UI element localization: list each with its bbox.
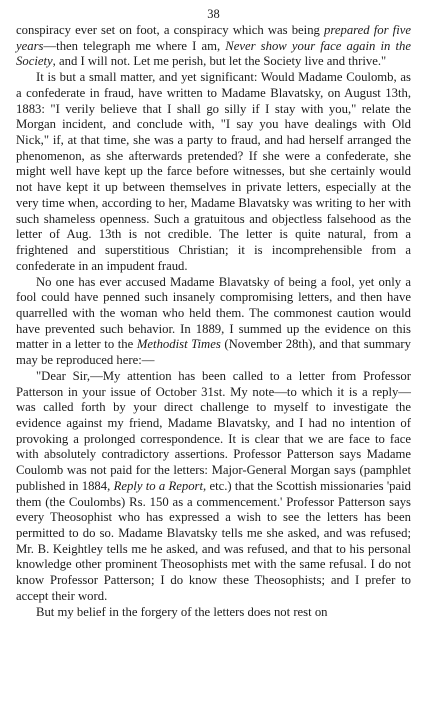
text-run: No one has ever accused Madame Blavatsky of being a fool, yet only a fool could have penned such insanely compromising letters, and then have quarrelled with the woman who held them. The commonest caution would have prevented such behavior. In 1889, I summed up the evidence on this matter in a letter to the [16,274,411,352]
text-run: , and I will not. Let me perish, but let the Society live and thrive." [52,54,387,69]
text-run: It is but a small matter, and yet significant: Would Madame Coulomb, as a confederate in fraud, have written to Madame Blavatsky, on August 13th, 1883: "I verily believe that I shall go silly if I stay with you," relate the Morgan incident, and conclude with, "I say you have dealings with Old Nick," if, at that time, she was a party to fraud, and had herself arranged the phenomenon, as she afterwards pretended? If she were a confederate, she might well have kept up the farce before witnesses, but she certainly would not have kept it up between themselves in private letters, especially at the very time when, according to her, Madame Blavatsky was writing to her with such shameless openness. Such a gratuitous and objectless falsehood as the letter of Aug. 13th is not credible. The letter is quite natural, from a frightened and superstitious Christian; it is incomprehensible from a confederate in an impudent fraud. [16,70,411,273]
text-run: (November 28th), and that summary may be reproduced here:— [16,337,412,368]
italic-text: Never show your face again in the Society [16,38,411,69]
paragraph [16,70,411,274]
page-number: 38 [207,7,220,21]
text-run: "Dear Sir,—My attention has been called to a letter from Professor Patterson in your issue of October 31st. My note—to which it is a reply—was called forth by your direct challenge to myself to investigate the evidence against my friend, Madame Blavatsky, and I had no intention of provoking a prolonged correspondence. It is clear that we are face to face with absolutely contradictory assertions. Professor Patterson says Madame Coulomb was not paid for the letters: Major-General Morgan says (pamphlet published in 1884, [16,368,411,493]
paragraph [16,369,411,605]
text-run: —then telegraph me where I am, [43,38,226,53]
text-run: conspiracy ever set on foot, a conspiracy which was being [16,23,325,37]
text-run: But my belief in the forgery of the letters does not rest on [36,604,328,619]
italic-text: prepared for five years [16,23,411,53]
body-text [16,23,411,620]
paragraph [16,23,411,70]
italic-text: Methodist Times [136,337,221,352]
paragraph [16,605,411,621]
text-run: , etc.) that the Scottish missionaries 'paid them (the Coulombs) Rs. 150 as a commencement.' Professor Patterson says every Theosophist who has expressed a wish to see the letters has been permitted to do so. Madame Blavatsky tells me she asked, and was refused; Mr. B. Keightley tells me he asked, and was refused, and that to his personal knowledge other prominent Theosophists met with the same refusal. I do not know Professor Patterson; I do know these Theosophists; and I prefer to accept their word. [16,478,411,603]
paragraph [16,275,411,369]
italic-text: Reply to a Report [113,478,204,493]
